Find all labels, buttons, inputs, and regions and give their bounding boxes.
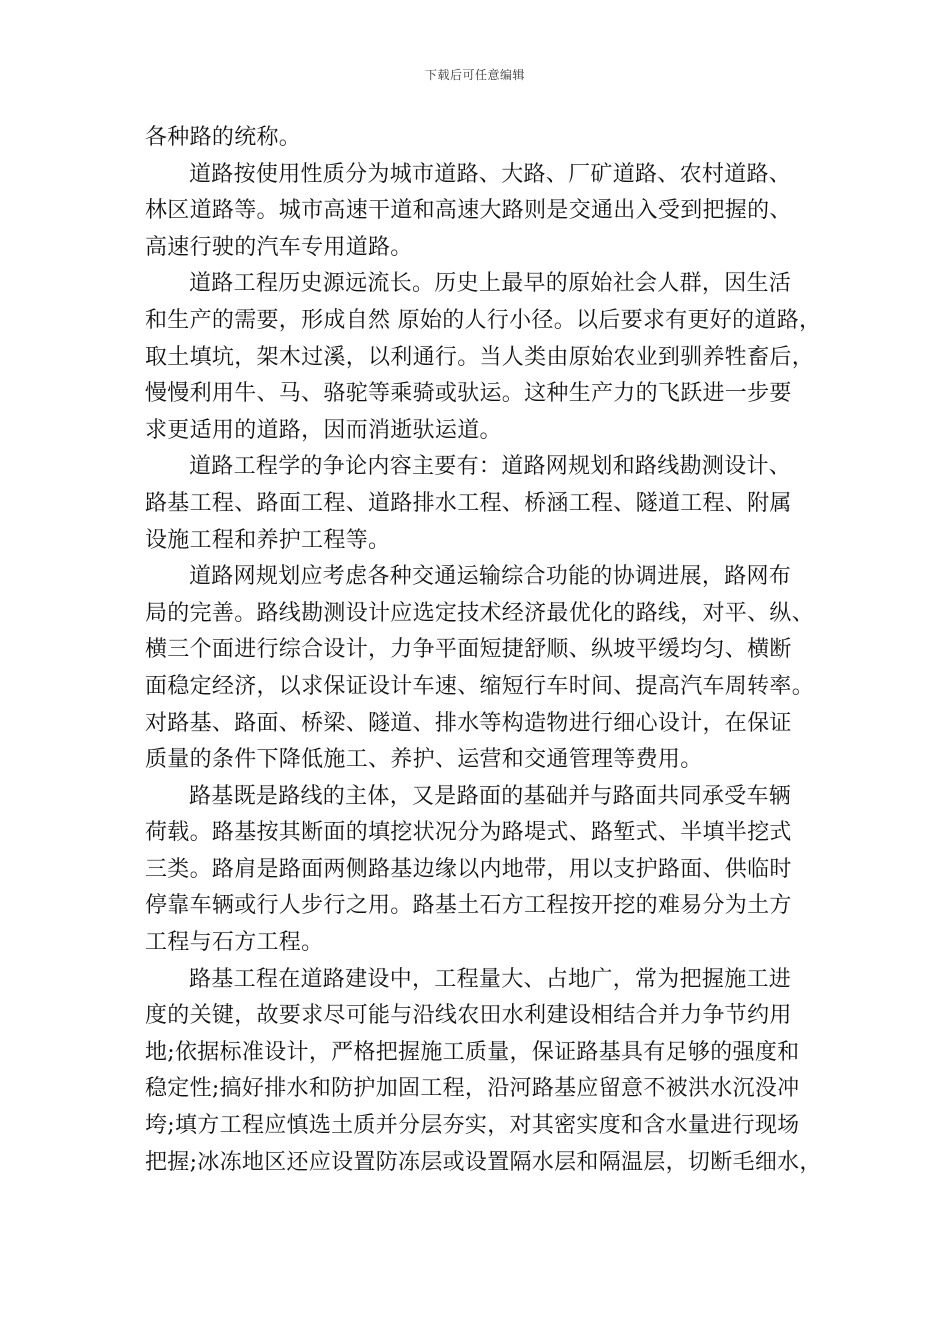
paragraph-line: 质量的条件下降低施工、养护、运营和交通管理等费用。 [145, 747, 703, 773]
paragraph-line: 对路基、路面、桥梁、隧道、排水等构造物进行细心设计，在保证 [145, 710, 792, 736]
paragraph-first-line: 路基工程在道路建设中，工程量大、占地广，常为把握施工进 [189, 966, 792, 992]
paragraph-line: 各种路的统称。 [145, 125, 302, 150]
paragraph-line: 把握;冰冻地区还应设置防冻层或设置隔水层和隔温层，切断毛细水， [145, 1149, 822, 1175]
paragraph-line: 停靠车辆或行人步行之用。路基土石方工程按开挖的难易分为土方 [145, 893, 792, 919]
paragraph-first-line: 路基既是路线的主体，又是路面的基础并与路面共同承受车辆 [189, 783, 792, 809]
paragraph-line: 工程与石方工程。 [145, 930, 324, 956]
document-body [145, 120, 825, 1181]
paragraph-line: 设施工程和养护工程等。 [145, 527, 391, 553]
paragraph-line: 垮;填方工程应慎选土质并分层夯实，对其密实度和含水量进行现场 [145, 1113, 800, 1139]
paragraph-line: 高速行驶的汽车专用道路。 [145, 234, 413, 260]
paragraph-first-line: 道路工程历史源远流长。历史上最早的原始社会人群，因生活 [189, 271, 792, 297]
paragraph-line: 三类。路肩是路面两侧路基边缘以内地带，用以支护路面、供临时 [145, 856, 792, 882]
paragraph-first-line: 道路网规划应考虑各种交通运输综合功能的协调进展，路网布 [189, 564, 792, 590]
paragraph-line: 面稳定经济，以求保证设计车速、缩短行车时间、提高汽车周转率。 [145, 673, 815, 699]
paragraph-first-line: 道路工程学的争论内容主要有：道路网规划和路线勘测设计、 [189, 454, 792, 480]
paragraph-line: 取土填坑，架木过溪，以利通行。当人类由原始农业到驯养牲畜后， [145, 344, 815, 370]
page-header-note: 下载后可任意编辑 [424, 68, 525, 82]
paragraph-line: 度的关键，故要求尽可能与沿线农田水利建设相结合并力争节约用 [145, 1003, 792, 1029]
paragraph-line: 路基工程、路面工程、道路排水工程、桥涵工程、隧道工程、附属 [145, 490, 792, 516]
paragraph-first-line: 道路按使用性质分为城市道路、大路、厂矿道路、农村道路、 [189, 161, 792, 187]
paragraph-line: 和生产的需要，形成自然 原始的人行小径。以后要求有更好的道路， [145, 307, 822, 333]
paragraph-line: 荷载。路基按其断面的填挖状况分为路堤式、路堑式、半填半挖式 [145, 820, 792, 846]
paragraph-line: 局的完善。路线勘测设计应选定技术经济最优化的路线，对平、纵、 [145, 600, 815, 626]
paragraph-line: 稳定性;搞好排水和防护加固工程，沿河路基应留意不被洪水沉没冲 [145, 1076, 800, 1102]
paragraph-line: 慢慢利用牛、马、骆驼等乘骑或驮运。这种生产力的飞跃进一步要 [145, 381, 792, 407]
paragraph-line: 地;依据标准设计，严格把握施工质量，保证路基具有足够的强度和 [145, 1039, 800, 1065]
paragraph-line: 林区道路等。城市高速干道和高速大路则是交通出入受到把握的、 [145, 198, 792, 224]
paragraph-line: 横三个面进行综合设计，力争平面短捷舒顺、纵坡平缓均匀、横断 [145, 637, 792, 663]
paragraph-line: 求更适用的道路，因而消逝驮运道。 [145, 417, 502, 443]
